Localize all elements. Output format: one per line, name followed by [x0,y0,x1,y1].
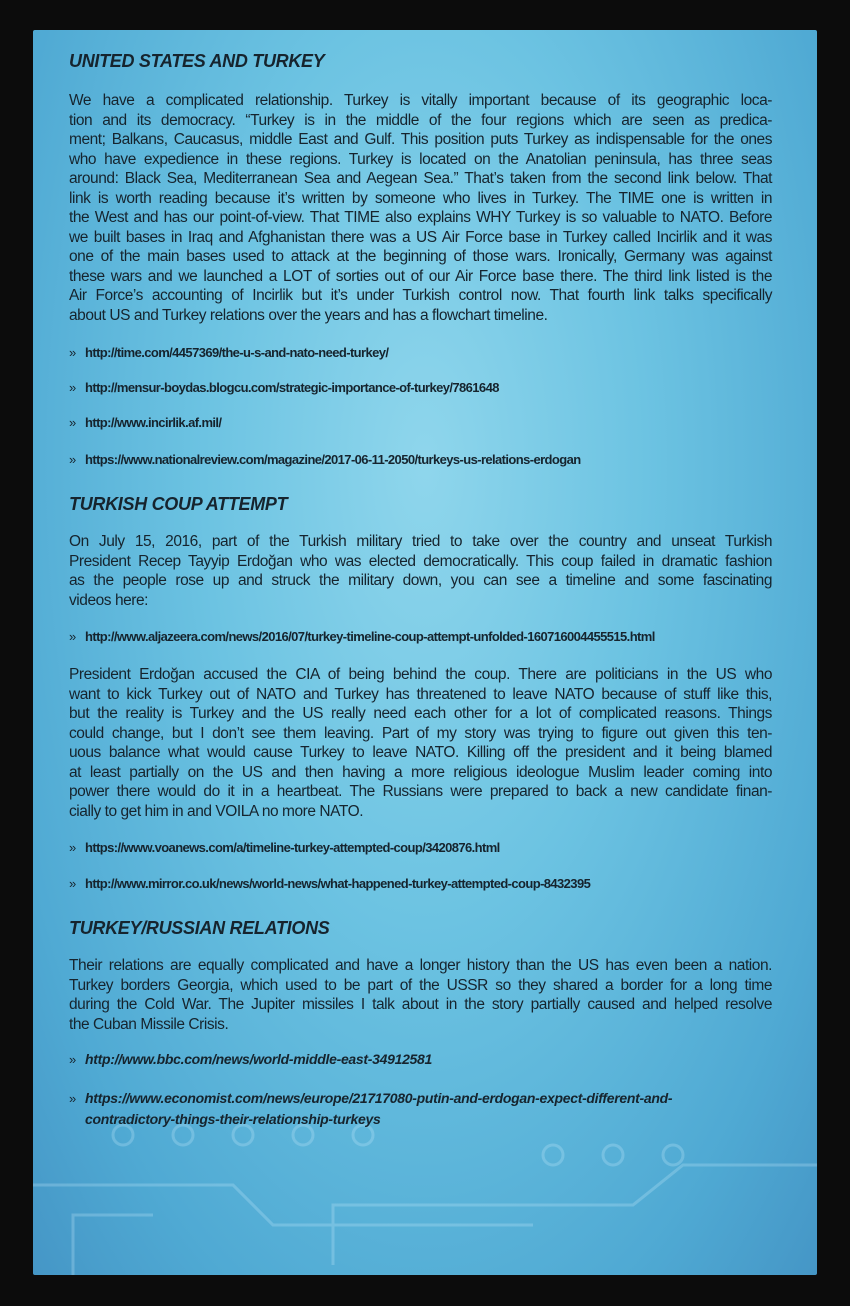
text-line: at least partially on the US and then having a more religious ideologue Muslim leader coming into [69,763,772,781]
link-url[interactable]: http://www.mirror.co.uk/news/world-news/what-happened-turkey-attempted-coup-8432395 [85,876,591,891]
text-line: cially to get him in and VOILA no more NATO. [69,802,364,820]
text-line: during the Cold War. The Jupiter missiles I talk about in the story partially caused and helped resolve [69,996,772,1013]
text-line: as the people rose up and struck the military down, you can see a timeline and some fascinating [69,572,772,589]
text-line: these wars and we launched a LOT of sorties out of our Air Force base there. The third link listed is the [69,267,772,285]
link-url[interactable]: http://time.com/4457369/the-u-s-and-nato-need-turkey/ [85,345,389,360]
paragraph [69,665,772,821]
text-line: ment; Balkans, Caucasus, middle East and Gulf. This position puts Turkey as indispensable for the ones [69,131,772,148]
text-line: Turkey borders Georgia, which used to be part of the USSR so they shared a border for a long time [69,976,772,994]
text-line: but the reality is Turkey and the US really need each other for a lot of complicated reasons. Things [69,705,772,722]
text-line: Air Force’s accounting of Incirlik but it’s under Turkish control now. That fourth link talks specifically [69,287,772,304]
text-line: could change, but I don’t see them leaving. Part of my story was trying to figure out given this ten- [69,724,772,742]
bullet-icon: » [69,452,76,467]
link-url[interactable]: https://www.economist.com/news/europe/21717080-putin-and-erdogan-expect-different-and- [85,1090,673,1106]
link-item[interactable] [69,840,500,855]
text-line: Their relations are equally complicated and have a longer history than the US has even been a nation. [69,957,772,974]
text-line: the West and has our point-of-view. That TIME also explains WHY Turkey is so valuable to NATO. Before [69,209,772,226]
text-line: want to kick Turkey out of NATO and Turkey has threatened to leave NATO because of stuff like this, [69,685,772,703]
link-url[interactable]: http://www.incirlik.af.mil/ [85,415,222,430]
text-line: we built bases in Iraq and Afghanistan there was a US Air Force base in Turkey called Incirlik and it was [69,228,772,246]
text-line: On July 15, 2016, part of the Turkish military tried to take over the country and unseat Turkish [69,533,772,550]
paragraph [69,532,772,610]
section-heading: TURKEY/RUSSIAN RELATIONS [69,918,330,938]
text-line: around: Black Sea, Mediterranean Sea and Aegean Sea.” That’s taken from the second link below. That [69,170,772,187]
link-url[interactable]: http://mensur-boydas.blogcu.com/strategic-importance-of-turkey/7861648 [85,380,499,395]
link-item[interactable] [69,876,590,891]
link-item[interactable] [69,629,655,644]
link-item[interactable] [69,345,388,360]
text-line: about US and Turkey relations over the years and has a flowchart timeline. [69,306,548,324]
section-heading: UNITED STATES AND TURKEY [69,51,325,71]
link-item[interactable] [69,1051,432,1067]
link-item[interactable] [69,1088,672,1129]
section-heading: TURKISH COUP ATTEMPT [69,494,288,514]
text-line: President Erdoğan accused the CIA of being behind the coup. There are politicians in the US who [69,666,772,683]
text-line: link is worth reading because it’s written by someone who lives in Turkey. The TIME one is written in [69,189,772,207]
link-item[interactable] [69,380,499,395]
text-line: tion and its democracy. “Turkey is in the middle of the four regions which are seen as predica- [69,111,772,129]
text-line: President Recep Tayyip Erdoğan who was elected democratically. This coup failed in dramatic fashion [69,552,772,570]
text-line: who have expedience in these regions. Turkey is located on the Anatolian peninsula, has three seas [69,150,772,168]
paragraph [69,956,772,1034]
bullet-icon: » [69,345,76,360]
paragraph [69,91,772,325]
text-line: videos here: [69,591,149,609]
link-url[interactable]: http://www.aljazeera.com/news/2016/07/turkey-timeline-coup-attempt-unfolded-160716004455515.html [85,629,655,644]
bullet-icon: » [69,629,76,644]
text-line: We have a complicated relationship. Turkey is vitally important because of its geographic loca- [69,92,772,109]
bullet-icon: » [69,876,76,891]
link-url[interactable]: http://www.bbc.com/news/world-middle-east-34912581 [85,1051,433,1067]
bullet-icon: » [69,415,76,430]
link-item[interactable] [69,452,581,467]
bullet-icon: » [69,840,76,855]
link-url[interactable]: https://www.voanews.com/a/timeline-turkey-attempted-coup/3420876.html [85,840,500,855]
text-line: power there would do it in a heartbeat. The Russians were prepared to back a new candidate finan- [69,783,772,800]
text-line: uous balance what would cause Turkey to leave NATO. Killing off the president and it being blamed [69,744,772,761]
bullet-icon: » [69,380,76,395]
link-url[interactable]: https://www.nationalreview.com/magazine/2017-06-11-2050/turkeys-us-relations-erdogan [85,452,581,467]
bullet-icon: » [69,1091,76,1106]
text-line: the Cuban Missile Crisis. [69,1015,229,1033]
link-item[interactable] [69,415,221,430]
text-line: one of the main bases used to attack at the beginning of those wars. Ironically, Germany was against [69,248,772,265]
bullet-icon: » [69,1052,76,1067]
link-url-continued[interactable]: contradictory-things-their-relationship-turkeys [85,1111,381,1127]
